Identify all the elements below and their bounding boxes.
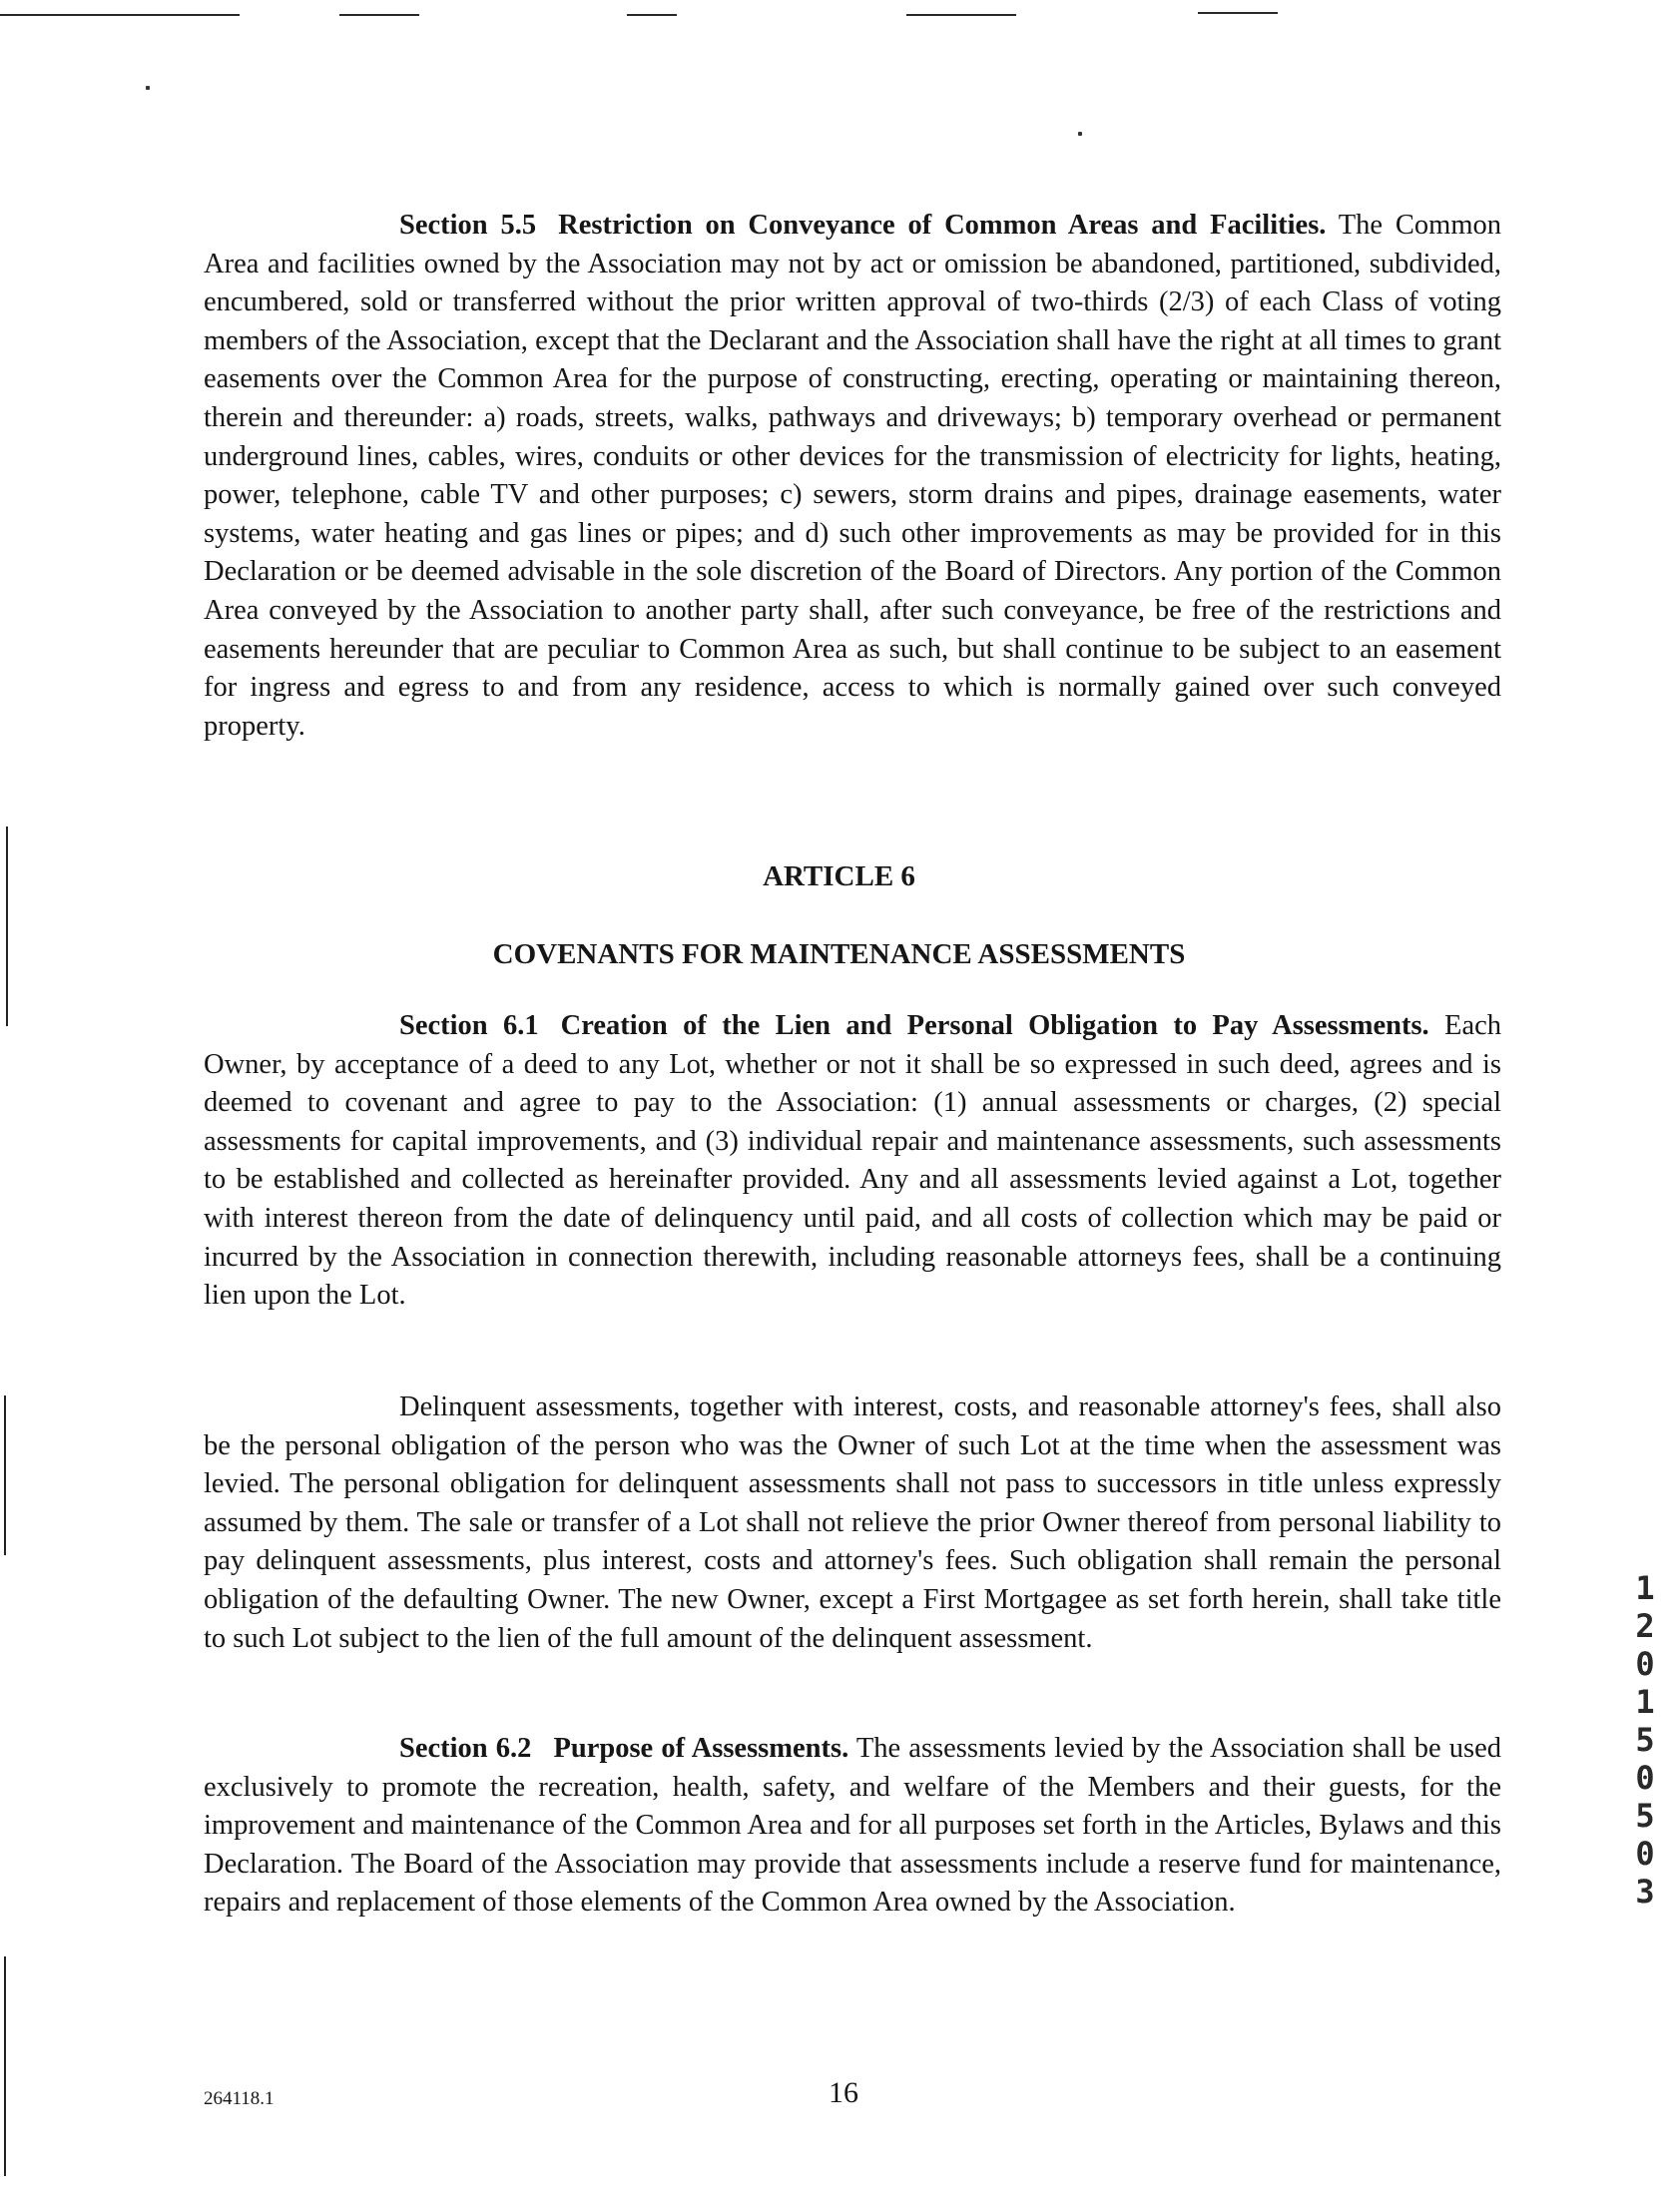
delinquent-assessments-text: Delinquent assessments, together with interest, costs, and reasonable attorney's fees, shall also be the personal obligation of the person who was the Owner of such Lot at the time when the assessment was levied. The personal obligation for delinquent assessments shall not pass to successors in title unless expressly assumed by them. The sale or transfer of a Lot shall not relieve the prior Owner thereof from personal liability to pay delinquent assessments, plus interest, costs and attorney's fees. Such obligation shall remain the personal obligation of the defaulting Owner. The new Owner, except a First Mortgagee as set forth herein, shall take title to such Lot subject to the lien of the full amount of the delinquent assessment.: [204, 1391, 1501, 1654]
article-number: ARTICLE 6: [763, 860, 915, 892]
section-6-2-number: Section 6.2: [399, 1733, 532, 1764]
section-5-5-paragraph: [204, 207, 1501, 746]
scan-artifact-line: [627, 14, 677, 16]
scan-margin-bar: [4, 1395, 6, 1555]
section-5-5-title: Restriction on Conveyance of Common Areas and Facilities.: [558, 210, 1327, 241]
scan-artifact-line: [339, 14, 419, 16]
article-title: COVENANTS FOR MAINTENANCE ASSESSMENTS: [492, 938, 1186, 970]
scan-artifact-line: [1198, 12, 1278, 14]
section-6-2-text: The assessments levied by the Association shall be used exclusively to promote the recreation, health, safety, and welfare of the Members and their guests, for the improvement and maintenance of the Common Area and for all purposes set forth in the Articles, Bylaws and this Declaration. The Board of the Association may provide that assessments include a reserve fund for maintenance, repairs and replacement of those elements of the Common Area owned by the Association.: [204, 1733, 1501, 1919]
scan-artifact-line: [0, 14, 240, 16]
document-code: 264118.1: [204, 2088, 275, 2109]
recording-number-stamp: 12015 0503: [1635, 1569, 1655, 1911]
section-6-2-title: Purpose of Assessments.: [553, 1733, 849, 1764]
scan-margin-bar: [6, 827, 8, 1026]
section-6-1-text: Each Owner, by acceptance of a deed to any Lot, whether or not it shall be so expressed in such deed, agrees and is deemed to covenant and agree to pay to the Association: (1) annual assessments or charges, (2) special assessments for capital improvements, and (3) individual repair and maintenance assessments, such assessments to be established and collected as hereinafter provided. Any and all assessments levied against a Lot, together with interest thereon from the date of delinquency until paid, and all costs of collection which may be paid or incurred by the Association in connection therewith, including reasonable attorneys fees, shall be a continuing lien upon the Lot.: [204, 1010, 1501, 1312]
delinquent-assessments-paragraph: [204, 1388, 1501, 1658]
scan-artifact-dot: [1078, 132, 1082, 136]
scan-artifact-line: [906, 14, 1016, 16]
section-6-2-paragraph: [204, 1730, 1501, 1923]
section-6-1-number: Section 6.1: [399, 1010, 539, 1041]
section-5-5-text: The Common Area and facilities owned by the Association may not by act or omission be abandoned, partitioned, subdivided, encumbered, sold or transferred without the prior written approval of two-thirds (2/3) of each Class of voting members of the Association, except that the Declarant and the Association shall have the right at all times to grant easements over the Common Area for the purpose of constructing, erecting, operating or maintaining thereon, therein and thereunder: a) roads, streets, walks, pathways and driveways; b) temporary overhead or permanent underground lines, cables, wires, conduits or other devices for the transmission of electricity for lights, heating, power, telephone, cable TV and other purposes; c) sewers, storm drains and pipes, drainage easements, water systems, water heating and gas lines or pipes; and d) such other improvements as may be provided for in this Declaration or be deemed advisable in the sole discretion of the Board of Directors. Any portion of the Common Area conveyed by the Association to another party shall, after such conveyance, be free of the restrictions and easements hereunder that are peculiar to Common Area as such, but shall continue to be subject to an easement for ingress and egress to and from any residence, access to which is normally gained over such conveyed property.: [204, 210, 1501, 742]
page-number: 16: [829, 2076, 858, 2109]
scan-margin-bar: [4, 1956, 6, 2176]
section-6-1-paragraph: [204, 1007, 1501, 1316]
scan-artifact-dot: [146, 86, 150, 90]
section-5-5-number: Section 5.5: [399, 210, 537, 241]
section-6-1-title: Creation of the Lien and Personal Obligation to Pay Assessments.: [560, 1010, 1429, 1041]
